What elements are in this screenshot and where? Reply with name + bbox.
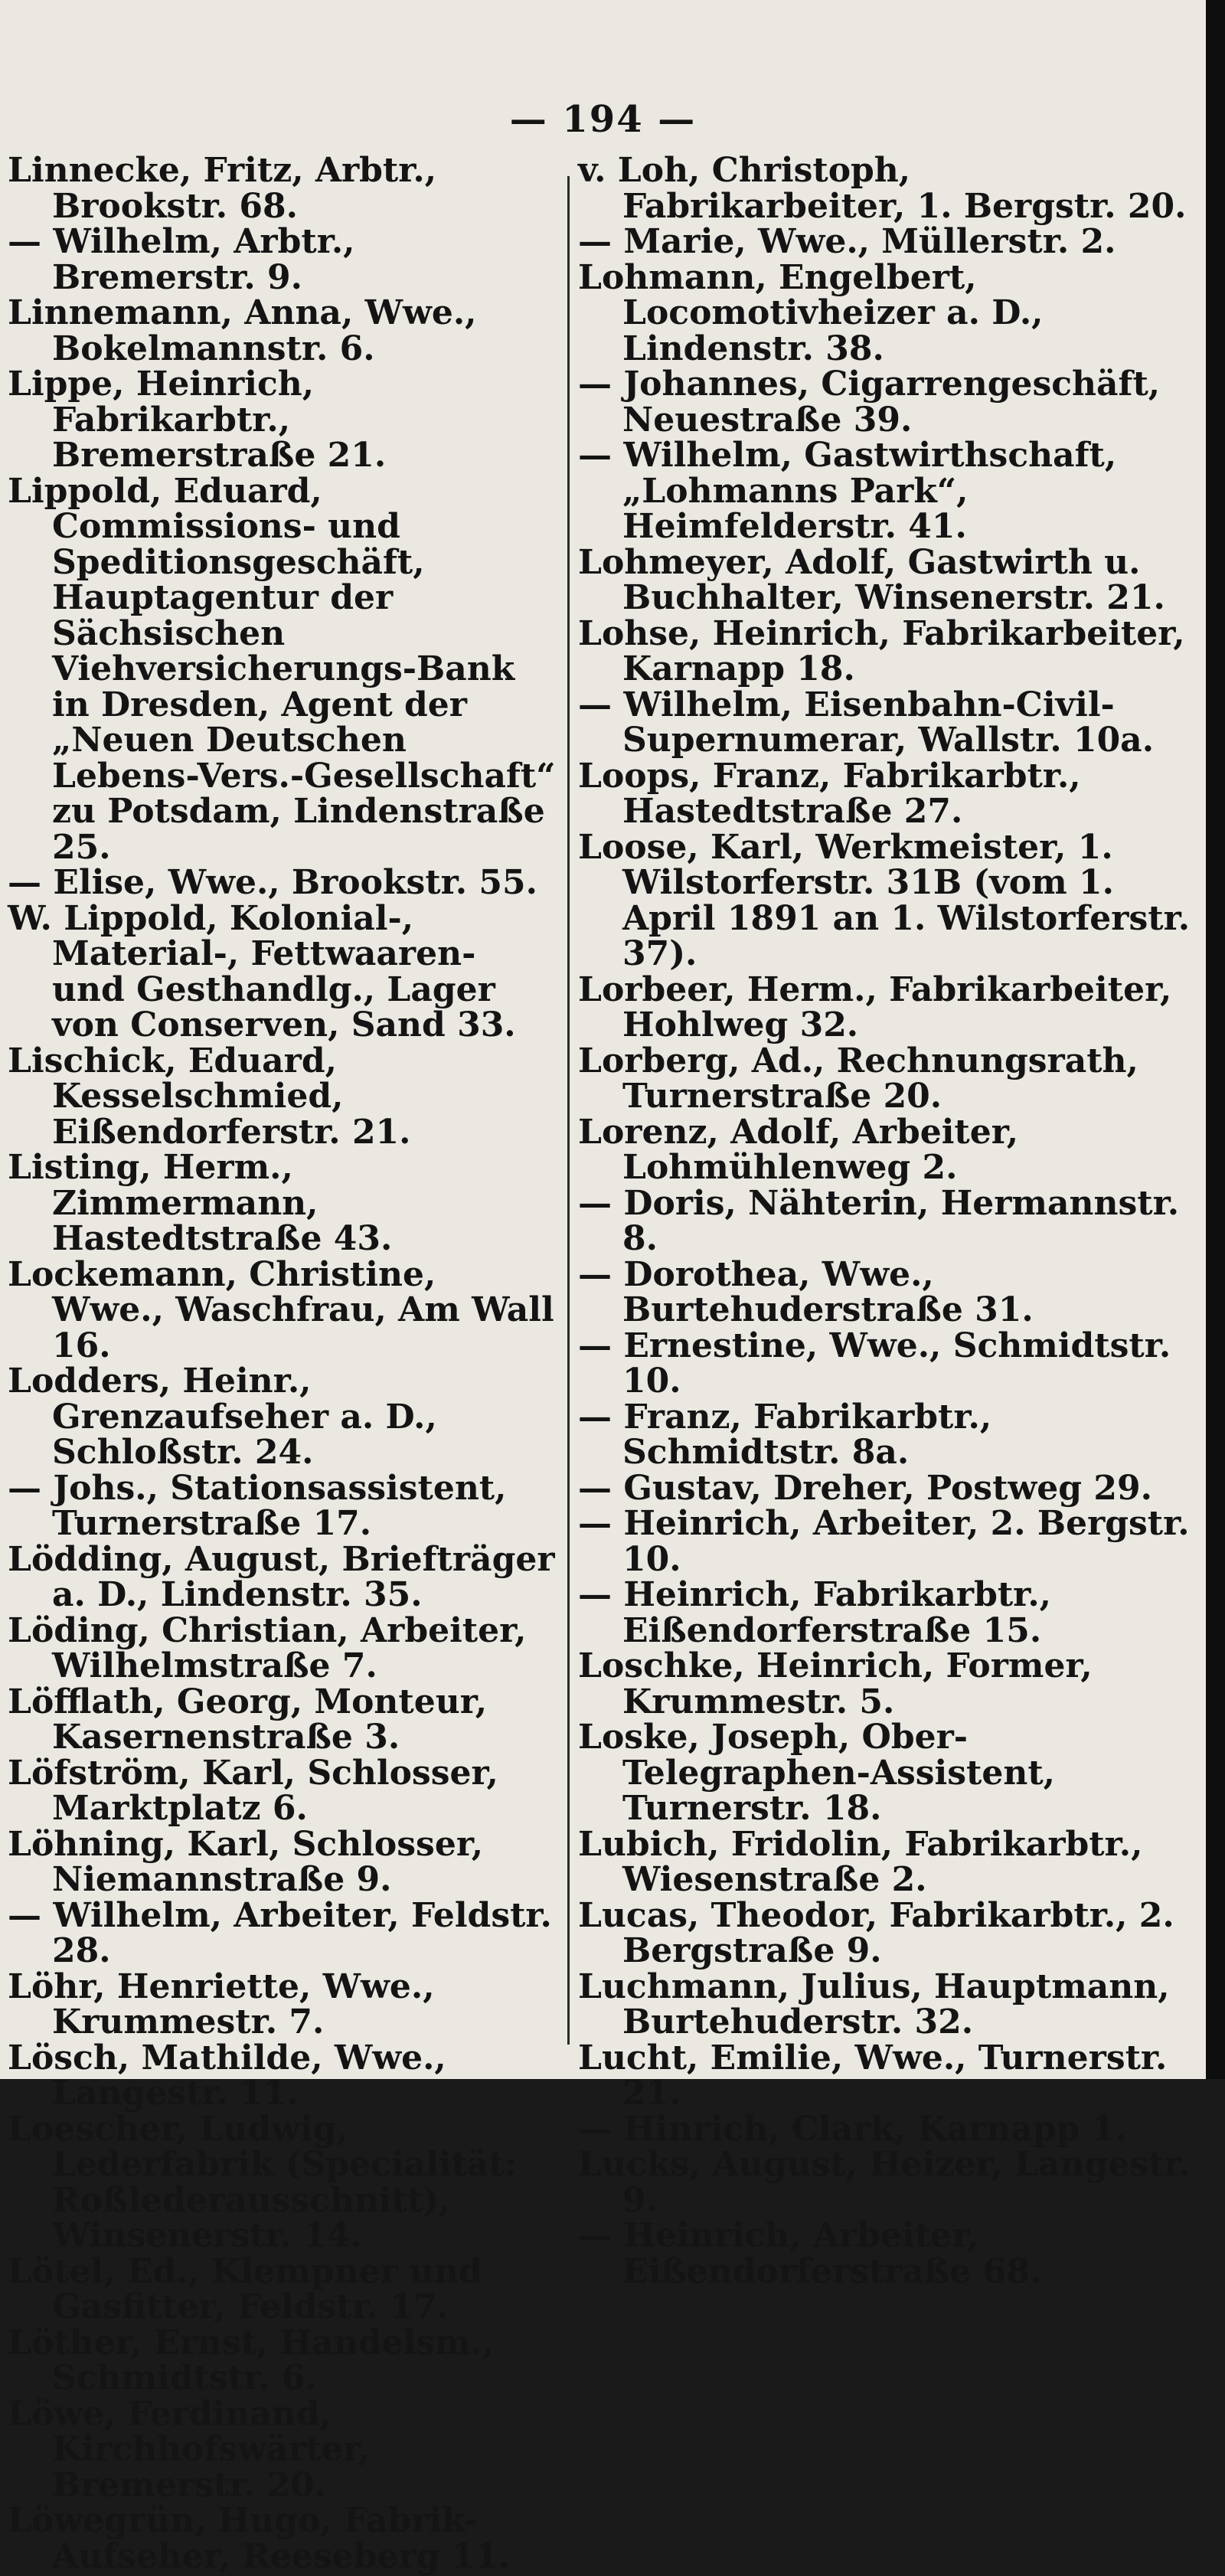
directory-entry: — Heinrich, Arbeiter, Eißendorferstraße 68. bbox=[578, 2216, 1042, 2291]
directory-entry: Lockemann, Christine, Wwe., Waschfrau, Am Wall 16. bbox=[8, 1254, 554, 1365]
directory-entry: Lischick, Eduard, Kesselschmied, Eißendorferstr. 21. bbox=[8, 1041, 411, 1152]
scan-edge bbox=[1206, 0, 1225, 2079]
directory-entry: Lucks, August, Heizer, Langestr. 9. bbox=[578, 2145, 1191, 2220]
directory-entry: Löhning, Karl, Schlosser, Niemannstraße 9. bbox=[8, 1824, 484, 1899]
directory-entry: W. Lippold, Kolonial-, Material-, Fettwaaren- und Gesthandlg., Lager von Conserven, Sand 33. bbox=[8, 898, 516, 1044]
directory-entry: Lorbeer, Herm., Fabrikarbeiter, Hohlweg 32. bbox=[578, 969, 1172, 1044]
directory-entry: Löding, Christian, Arbeiter, Wilhelmstraße 7. bbox=[8, 1610, 527, 1685]
directory-entry: Löfström, Karl, Schlosser, Marktplatz 6. bbox=[8, 1753, 498, 1828]
directory-entry: Lohmeyer, Adolf, Gastwirth u. Buchhalter, Winsenerstr. 21. bbox=[578, 542, 1165, 617]
directory-entry: — Gustav, Dreher, Postweg 29. bbox=[578, 1468, 1152, 1508]
directory-entry: — Doris, Nähterin, Hermannstr. 8. bbox=[578, 1183, 1180, 1258]
directory-entry: v. Loh, Christoph, Fabrikarbeiter, 1. Bergstr. 20. bbox=[578, 151, 1187, 226]
directory-entry: — Ernestine, Wwe., Schmidtstr. 10. bbox=[578, 1326, 1171, 1401]
directory-entry: Lohmann, Engelbert, Locomotivheizer a. D., Lindenstr. 38. bbox=[578, 257, 1044, 368]
directory-entry: — Dorothea, Wwe., Burtehuderstraße 31. bbox=[578, 1254, 1034, 1329]
directory-entry: Linnemann, Anna, Wwe., Bokelmannstr. 6. bbox=[8, 293, 477, 368]
directory-entry: Listing, Herm., Zimmermann, Hastedtstraße 43. bbox=[8, 1148, 393, 1258]
directory-entry: — Franz, Fabrikarbtr., Schmidtstr. 8a. bbox=[578, 1397, 992, 1472]
directory-entry: — Wilhelm, Gastwirthschaft, „Lohmanns Park“, Heimfelderstr. 41. bbox=[578, 436, 1117, 546]
directory-entry: Loops, Franz, Fabrikarbtr., Hastedtstraße 27. bbox=[578, 756, 1081, 831]
directory-entry: — Wilhelm, Arbtr., Bremerstr. 9. bbox=[8, 222, 355, 297]
directory-entry: Lippold, Eduard, Commissions- und Speditionsgeschäft, Hauptagentur der Sächsischen Viehversicherungs-Bank in Dresden, Agent der „Neuen Deutschen Lebens-Vers.-Gesellschaft“ zu Potsdam, Lindenstraße 25. bbox=[8, 471, 556, 867]
directory-entry: Loschke, Heinrich, Former, Krummestr. 5. bbox=[578, 1646, 1093, 1721]
directory-entry: Löther, Ernst, Handelsm., Schmidtstr. 6. bbox=[8, 2323, 495, 2398]
directory-entry: Lötel, Ed., Klempner und Gasfitter, Feldstr. 17. bbox=[8, 2251, 482, 2326]
directory-entry: — Wilhelm, Arbeiter, Feldstr. 28. bbox=[8, 1895, 552, 1970]
directory-entry: — Wilhelm, Eisenbahn-Civil-Supernumerar, Wallstr. 10a. bbox=[578, 685, 1155, 760]
right-column bbox=[578, 153, 1191, 2290]
directory-entry: Lubich, Fridolin, Fabrikarbtr., Wiesenstraße 2. bbox=[578, 1824, 1143, 1899]
directory-entry: — Elise, Wwe., Brookstr. 55. bbox=[8, 863, 537, 902]
directory-entry: Löfflath, Georg, Monteur, Kasernenstraße 3. bbox=[8, 1682, 488, 1757]
directory-entry: — Hinrich, Clark, Karnapp 1. bbox=[578, 2109, 1127, 2149]
directory-entry: — Heinrich, Fabrikarbtr., Eißendorferstraße 15. bbox=[578, 1575, 1051, 1650]
directory-entry: Lucas, Theodor, Fabrikarbtr., 2. Bergstraße 9. bbox=[578, 1895, 1174, 1970]
directory-entry: Lodders, Heinr., Grenzaufseher a. D., Schloßstr. 24. bbox=[8, 1362, 437, 1472]
page-number: — 194 — bbox=[509, 98, 697, 141]
directory-entry: Lösch, Mathilde, Wwe., Langestr. 11. bbox=[8, 2038, 446, 2113]
directory-entry: Lucht, Emilie, Wwe., Turnerstr. 21. bbox=[578, 2038, 1168, 2113]
directory-entry: Löhr, Henriette, Wwe., Krummestr. 7. bbox=[8, 1966, 435, 2042]
directory-entry: Lohse, Heinrich, Fabrikarbeiter, Karnapp 18. bbox=[578, 613, 1185, 688]
directory-entry: Lippe, Heinrich, Fabrikarbtr., Bremerstraße 21. bbox=[8, 364, 387, 475]
directory-entry: Lödding, August, Briefträger a. D., Lindenstr. 35. bbox=[8, 1539, 555, 1614]
directory-entry: Loescher, Ludwig, Lederfabrik (Specialität: Roßlederausschnitt), Winsenerstr. 14. bbox=[8, 2109, 517, 2255]
directory-entry: — Heinrich, Arbeiter, 2. Bergstr. 10. bbox=[578, 1504, 1190, 1579]
directory-entry: — Marie, Wwe., Müllerstr. 2. bbox=[578, 222, 1116, 261]
directory-entry: Loose, Karl, Werkmeister, 1. Wilstorferstr. 31B (vom 1. April 1891 an 1. Wilstorferstr. 37). bbox=[578, 827, 1191, 973]
directory-entry: Lorberg, Ad., Rechnungsrath, Turnerstraße 20. bbox=[578, 1041, 1138, 1116]
directory-entry: — Johannes, Cigarrengeschäft, Neuestraße 39. bbox=[578, 364, 1161, 440]
directory-entry: Luchmann, Julius, Hauptmann, Burtehuderstr. 32. bbox=[578, 1966, 1170, 2042]
directory-entry: Löwegrün, Hugo, Fabrik-Aufseher, Reeseberg 11. bbox=[8, 2501, 511, 2576]
directory-entry: Linnecke, Fritz, Arbtr., Brookstr. 68. bbox=[8, 151, 437, 226]
left-column bbox=[8, 153, 557, 2574]
directory-entry: Loske, Joseph, Ober-Telegraphen-Assistent, Turnerstr. 18. bbox=[578, 1718, 1055, 1828]
directory-entry: — Johs., Stationsassistent, Turnerstraße 17. bbox=[8, 1468, 507, 1543]
directory-entry: Lorenz, Adolf, Arbeiter, Lohmühlenweg 2. bbox=[578, 1112, 1019, 1187]
column-divider bbox=[567, 176, 570, 2045]
directory-entry: Löwe, Ferdinand, Kirchhofswärter, Bremerstr. 20. bbox=[8, 2394, 371, 2505]
